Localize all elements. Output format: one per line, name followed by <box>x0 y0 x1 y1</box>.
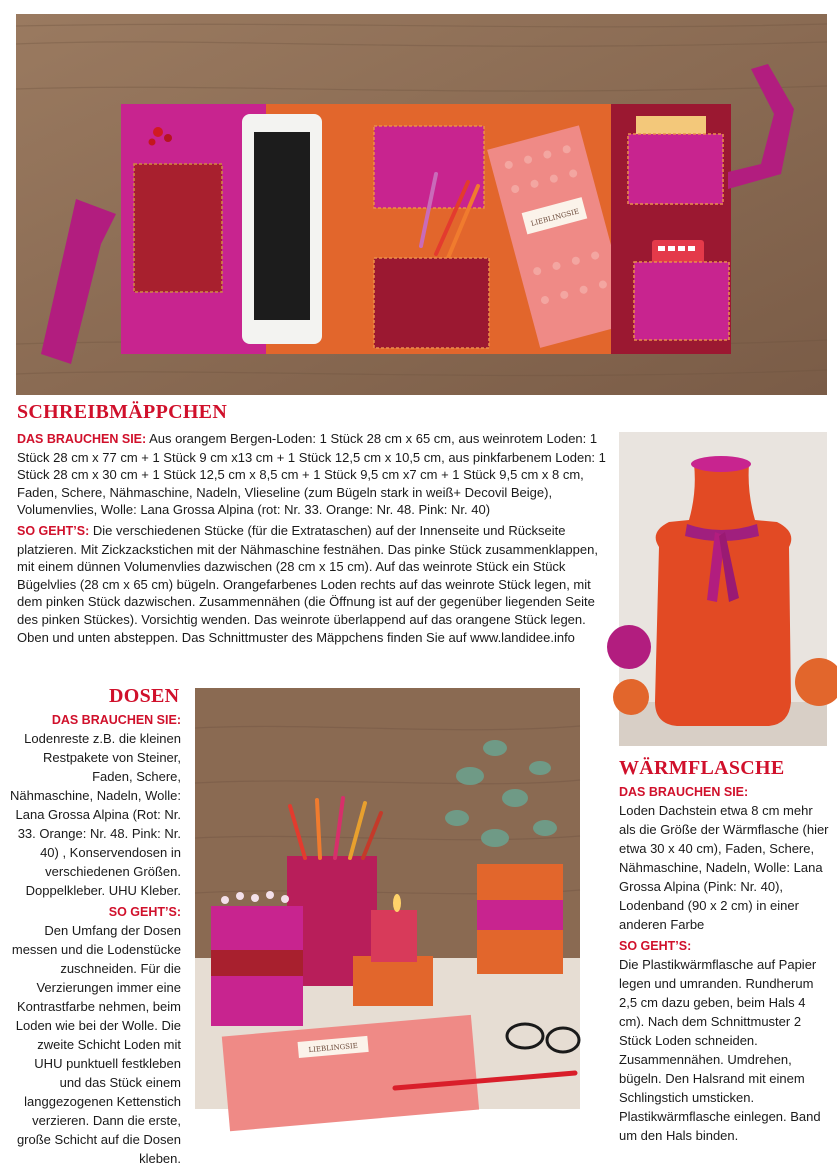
dosen-title: DOSEN <box>109 685 180 707</box>
schreibmaeppchen-how-text: Die verschiedenen Stücke (für die Extrataschen) auf der Innenseite und Rückseite platzieren. Mit Zickzackstichen mit der Nähmaschine festnähen. Das pinke Stück zusammenklappen, mit einem dünnen Volumenvlies dazwischen (28 cm x 15 cm). Auf das weinrote Stück ein Stück Bügelvlies (28 cm x 65 cm) bügeln. Orangefarbenes Loden rechts auf das weinrote Stück legen, mit dem pinken Stück dazwischen. Zusammennähen (die Öffnung ist auf der gegenüber liegenden Seite des pinken Stückes). Vorsichtig wenden. Das weinrote überlappend auf das orangene Stück legen. Oben und unten absteppen. Das Schnittmuster des Mäppchens finden Sie auf www.landidee.info <box>17 523 598 645</box>
waermflasche-need-label: DAS BRAUCHEN SIE: <box>619 785 749 799</box>
waermflasche-how-text: Die Plastikwärmflasche auf Papier legen und umranden. Rundherum 2,5 cm dazu geben, beim Hals 4 cm). Nach dem Schnittmuster 2 Stück Loden schneiden. Zusammennähen. Umdrehen, bügeln. Den Halsrand mit einem Schlingstich umsticken. Plastikwärmflasche einlegen. Band um den Hals binden. <box>619 957 821 1143</box>
folio-illustration <box>16 14 827 395</box>
waermflasche-title: WÄRMFLASCHE <box>619 757 785 779</box>
schreibmaeppchen-need-text: Aus orangem Bergen-Loden: 1 Stück 28 cm x 65 cm, aus weinrotem Loden: 1 Stück 28 cm x 77 cm + 1 Stück 9 cm x13 cm + 1 Stück 12,5 cm x 10,5 cm, aus pinkfarbenem Loden: 1 Stück 28 cm x 30 cm + 1 Stück 12,5 cm x 8,5 cm + 1 Stück 9,5 cm x7 cm + 1 Stück 9,5 cm x 8 cm, Faden, Schere, Nähmaschine, Nadeln, Vlieseline (zum Bügeln stark in weiß+ Decovil Beige), Volumenvlies, Wolle: Lana Grossa Alpina (rot: Nr. 33. Orange: Nr. 48. Pink: Nr. 40) <box>17 431 606 518</box>
dosen-how-label: SO GEHT’S: <box>108 905 181 919</box>
cans-illustration <box>195 688 580 1109</box>
waermflasche-need-text: Loden Dachstein etwa 8 cm mehr als die Größe der Wärmflasche (hier etwa 30 x 40 cm), Faden, Schere, Nähmaschine, Nadeln, Wolle: Lana Grossa Alpina (Pink: Nr. 40), Lodenband (90 x 2 cm) in einer anderen Farbe <box>619 803 829 932</box>
photo-schreibmaeppchen <box>16 14 827 395</box>
schreibmaeppchen-needs <box>17 430 609 519</box>
photo-dosen <box>195 688 580 1109</box>
hot-water-bottle-illustration <box>619 432 827 746</box>
schreibmaeppchen-howto <box>17 522 609 646</box>
dosen-how-text: Den Umfang der Dosen messen und die Lodenstücke zuschneiden. Für die Verzierungen immer eine Kontrastfarbe nehmen, beim Loden wie bei der Wolle. Die zweite Schicht Loden mit UHU punktuell festkleben und das Stück einem langgezogenen Kettenstich verzieren. Dann die erste, große Schicht auf die Dosen kleben. <box>11 923 181 1166</box>
dosen-need-label: DAS BRAUCHEN SIE: <box>51 713 181 727</box>
dosen-need-text: Lodenreste z.B. die kleinen Restpakete von Steiner, Faden, Schere, Nähmaschine, Nadeln, Wolle: Lana Grossa Alpina (Rot: Nr. 33. Orange: Nr. 48. Pink: Nr. 40) , Konservendosen in verschiedenen Größen. Doppelkleber. UHU Kleber. <box>10 731 182 898</box>
waermflasche-how-label: SO GEHT’S: <box>619 939 692 953</box>
dosen-text-column <box>10 711 181 1168</box>
photo-waermflasche <box>619 432 827 746</box>
waermflasche-text-column <box>619 783 829 1145</box>
schreibmaeppchen-how-label: SO GEHT’S: <box>17 524 90 538</box>
notebook-label: LIEBLINGSIE <box>530 207 580 228</box>
notebook-label-2: LIEBLINGSIE <box>308 1041 359 1055</box>
schreibmaeppchen-title: SCHREIBMÄPPCHEN <box>17 401 228 423</box>
schreibmaeppchen-need-label: DAS BRAUCHEN SIE: <box>17 432 147 446</box>
